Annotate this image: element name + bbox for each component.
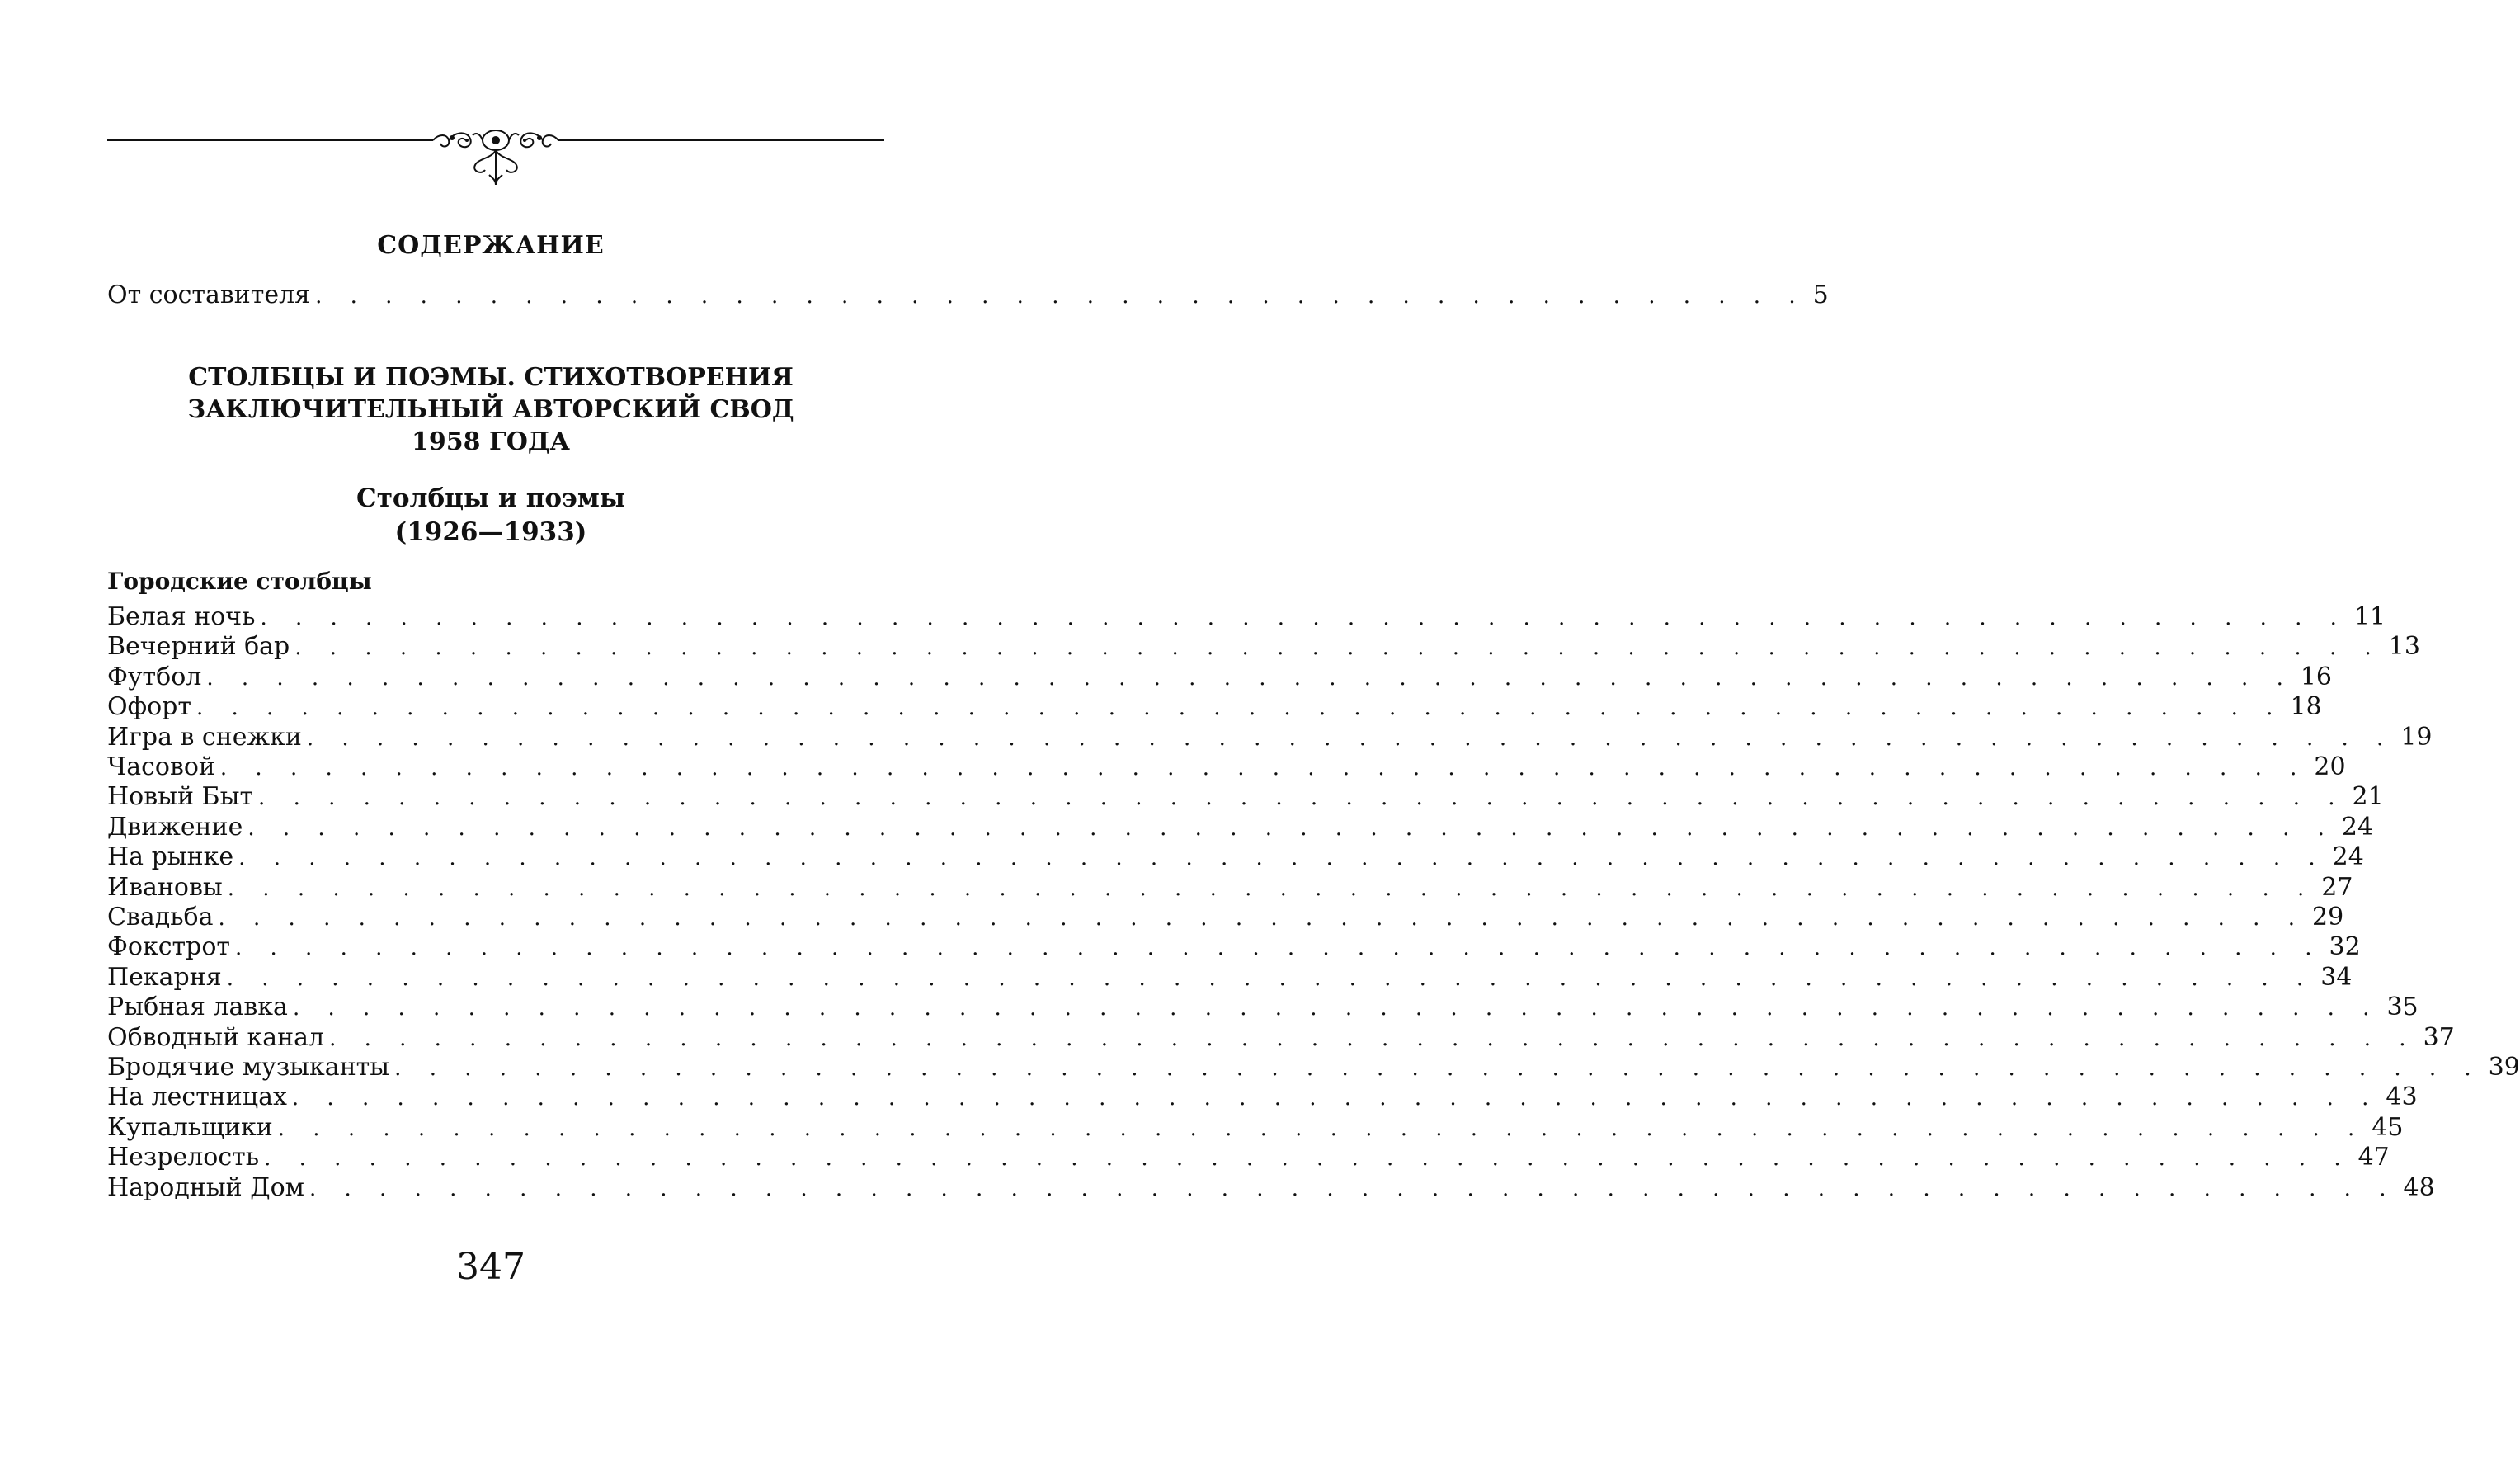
toc-entry-title: Незрелость	[107, 1143, 260, 1172]
toc-entry-page: 35	[2386, 993, 2419, 1022]
toc-entry[interactable]	[107, 903, 2344, 932]
subsection-title-line: (1926—1933)	[394, 517, 587, 547]
toc-entry-page: 29	[2311, 903, 2344, 931]
toc-entry-page: 37	[2423, 1022, 2455, 1052]
toc-entry-title: Бродячие музыканты	[107, 1053, 390, 1082]
dot-leader: . . . . . . . . . . . . . . . . . . . . . . . . . . . . . . . . . . . . . . . . . . . . . . . . . . . . . . . . . . . .	[394, 1056, 2482, 1081]
toc-entry-title: Вечерний бар	[107, 632, 290, 662]
toc-entry-title: Ивановы	[107, 872, 223, 902]
toc-entry-title: Часовой	[107, 752, 215, 781]
dot-leader: . . . . . . . . . . . . . . . . . . . . . . . . . . . . . . . . . . . . . . . . . . . . . . . . . . . . . . . . . . . .	[258, 785, 2346, 811]
dot-leader: . . . . . . . . . . . . . . . . . . . . . . . . . . . . . . . . . . . . . . . . . . . . . . . . . . . . . . . . . . . .	[234, 936, 2323, 961]
toc-entry-page: 34	[2320, 962, 2353, 992]
toc-entry-title: Футбол	[107, 662, 202, 691]
group-heading: Городские столбцы	[107, 568, 372, 595]
toc-entry[interactable]	[107, 812, 2374, 842]
toc-entry-page: 39	[2488, 1053, 2520, 1082]
toc-entry-title: Свадьба	[107, 903, 214, 931]
page-number: 347	[456, 1246, 525, 1288]
toc-entry-title: Новый Быт	[107, 782, 254, 812]
toc-entry-page: 32	[2329, 932, 2361, 962]
toc-entry-page: 24	[2341, 812, 2374, 842]
toc-entry-page: 11	[2353, 602, 2386, 631]
toc-entry-page: 21	[2352, 782, 2384, 812]
toc-entry-title: Фокстрот	[107, 932, 230, 962]
dot-leader: . . . . . . . . . . . . . . . . . . . . . . . . . . . . . . . . . . . . . . . . . . . . . . . . . . . . . . . . . . . .	[309, 1176, 2397, 1201]
section-title-line: СТОЛБЦЫ И ПОЭМЫ. СТИХОТВОРЕНИЯ	[188, 363, 794, 392]
section-title	[0, 361, 982, 458]
dot-leader: . . . . . . . . . . . . . . . . . . . . . . . . . . . . . . . . . . . . . . . . . . . . . . . . . . . . . . . . . . . .	[195, 696, 2284, 721]
toc-entry-title: Пекарня	[107, 962, 222, 992]
toc-entry-title: Движение	[107, 812, 243, 842]
section-title-line: 1958 ГОДА	[412, 427, 570, 456]
toc-entry-page: 5	[1812, 281, 1829, 309]
dot-leader: . . . . . . . . . . . . . . . . . . . . . . . . . . . . . . . . . . . . . . . . . . .	[315, 284, 1806, 309]
dot-leader: . . . . . . . . . . . . . . . . . . . . . . . . . . . . . . . . . . . . . . . . . . . . . . . . . . . . . . . . . . . .	[206, 665, 2294, 691]
toc-entry[interactable]	[107, 602, 2386, 632]
dot-leader: . . . . . . . . . . . . . . . . . . . . . . . . . . . . . . . . . . . . . . . . . . . . . . . . . . . . . . . . . . . .	[219, 756, 2308, 781]
toc-entry-title: Обводный канал	[107, 1022, 325, 1052]
dot-leader: . . . . . . . . . . . . . . . . . . . . . . . . . . . . . . . . . . . . . . . . . . . . . . . . . . . . . . . . . . . .	[306, 725, 2395, 751]
dot-leader: . . . . . . . . . . . . . . . . . . . . . . . . . . . . . . . . . . . . . . . . . . . . . . . . . . . . . . . . . . . .	[247, 815, 2335, 841]
toc-entry-title: Народный Дом	[107, 1172, 304, 1202]
toc-entry[interactable]	[107, 1082, 2418, 1112]
toc-entry-page: 13	[2388, 632, 2420, 662]
toc-entry[interactable]	[107, 932, 2361, 962]
toc-entry[interactable]	[107, 872, 2353, 903]
toc-entry[interactable]	[107, 782, 2384, 812]
subsection-title-line: Столбцы и поэмы	[356, 483, 625, 513]
dot-leader: . . . . . . . . . . . . . . . . . . . . . . . . . . . . . . . . . . . . . . . . . . . . . . . . . . . . . . . . . . . .	[226, 965, 2315, 991]
toc-entry[interactable]	[107, 1172, 2435, 1203]
dot-leader: . . . . . . . . . . . . . . . . . . . . . . . . . . . . . . . . . . . . . . . . . . . . . . . . . . . . . . . . . . . .	[292, 996, 2381, 1021]
toc-entry-page: 47	[2357, 1143, 2390, 1172]
dot-leader: . . . . . . . . . . . . . . . . . . . . . . . . . . . . . . . . . . . . . . . . . . . . . . . . . . . . . . . . . . . .	[264, 1146, 2352, 1172]
dot-leader: . . . . . . . . . . . . . . . . . . . . . . . . . . . . . . . . . . . . . . . . . . . . . . . . . . . . . . . . . . . .	[238, 846, 2326, 871]
toc-entry-page: 20	[2314, 752, 2346, 781]
toc-entry-page: 45	[2372, 1112, 2404, 1142]
toc-entry[interactable]	[107, 722, 2433, 752]
toc-entry[interactable]	[107, 962, 2353, 993]
toc-entry-title: Рыбная лавка	[107, 993, 288, 1022]
dot-leader: . . . . . . . . . . . . . . . . . . . . . . . . . . . . . . . . . . . . . . . . . . . . . . . . . . . . . . . . . . . .	[260, 606, 2348, 630]
toc-entry[interactable]	[107, 632, 2420, 662]
page-title: СОДЕРЖАНИЕ	[377, 231, 605, 260]
dot-leader: . . . . . . . . . . . . . . . . . . . . . . . . . . . . . . . . . . . . . . . . . . . . . . . . . . . . . . . . . . . .	[291, 1086, 2380, 1111]
toc-entry-page: 19	[2400, 722, 2433, 752]
toc-entry-title: От составителя	[107, 281, 311, 309]
toc-entry[interactable]	[107, 1112, 2404, 1143]
toc-entry[interactable]	[107, 993, 2419, 1022]
toc-entry-title: Офорт	[107, 692, 191, 722]
toc-entry-page: 18	[2290, 692, 2322, 722]
toc-entry-title: На рынке	[107, 842, 234, 872]
section-title-line: ЗАКЛЮЧИТЕЛЬНЫЙ АВТОРСКИЙ СВОД	[187, 395, 794, 424]
dot-leader: . . . . . . . . . . . . . . . . . . . . . . . . . . . . . . . . . . . . . . . . . . . . . . . . . . . . . . . . . . . .	[329, 1026, 2417, 1051]
ornament-divider	[107, 116, 884, 190]
dot-leader: . . . . . . . . . . . . . . . . . . . . . . . . . . . . . . . . . . . . . . . . . . . . . . . . . . . . . . . . . . . .	[294, 635, 2382, 661]
toc-entry[interactable]	[107, 752, 2346, 782]
dot-leader: . . . . . . . . . . . . . . . . . . . . . . . . . . . . . . . . . . . . . . . . . . . . . . . . . . . . . . . . . . . .	[277, 1115, 2366, 1141]
toc-entry[interactable]	[107, 662, 2333, 692]
toc-entry-page: 43	[2386, 1082, 2418, 1112]
toc-entry[interactable]	[107, 842, 2364, 872]
toc-entry[interactable]	[107, 1143, 2390, 1172]
dot-leader: . . . . . . . . . . . . . . . . . . . . . . . . . . . . . . . . . . . . . . . . . . . . . . . . . . . . . . . . . . . .	[218, 906, 2306, 931]
toc-entry-page: 24	[2332, 842, 2364, 872]
toc-entry-preface[interactable]	[107, 281, 1829, 310]
toc-entry-title: Купальщики	[107, 1112, 273, 1142]
flourish-icon	[107, 116, 884, 190]
toc-entry[interactable]	[107, 1053, 2520, 1082]
toc-entry[interactable]	[107, 1022, 2455, 1053]
toc-entry-title: Игра в снежки	[107, 722, 302, 752]
dot-leader: . . . . . . . . . . . . . . . . . . . . . . . . . . . . . . . . . . . . . . . . . . . . . . . . . . . . . . . . . . . .	[227, 875, 2315, 901]
toc-entry-page: 48	[2403, 1172, 2435, 1202]
subsection-title	[0, 482, 982, 549]
toc-entry-page: 16	[2300, 662, 2333, 691]
toc-entry-page: 27	[2321, 872, 2353, 902]
toc-entry-title: Белая ночь	[107, 602, 256, 631]
toc-entry-title: На лестницах	[107, 1082, 287, 1112]
toc-entry[interactable]	[107, 692, 2322, 722]
